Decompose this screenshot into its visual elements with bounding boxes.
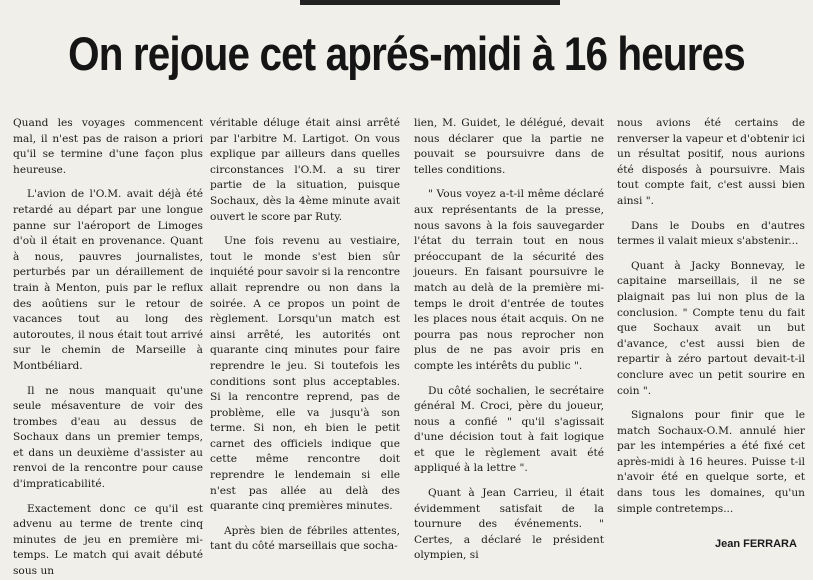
paragraph: L'avion de l'O.M. avait déjà été retardé au départ par une longue panne sur l'aéroport de Limoges d'où il était en provenance. Quant à nous, pauvres journalistes, perturbés par un déraillement de train à Menton, puis par le reflux des aoûtiens sur le retour de vacances tout au long des autoroutes, il nous était tout arrivé sur le chemin de Marseille à Montbéliard. — [13, 188, 203, 372]
paragraph: Une fois revenu au vestiaire, tout le monde s'est bien sûr inquiété pour savoir si la rencontre allait reprendre ou non dans la soirée. A ce propos un point de règlement. Lorsqu'un match est ainsi arrêté, les autorités ont quarante cinq minutes pour faire reprendre le jeu. Si toutefois les conditions sont plus acceptables. Si la rencontre reprend, pas de problème, elle va jusqu'à son terme. Si non, eh bien le petit carnet des officiels indique que cette même rencontre doit reprendre le lendemain si elle n'est pas allée au delà des quarante cinq premières minutes. — [210, 235, 400, 513]
paragraph: Il ne nous manquait qu'une seule mésaventure de voir des trombes d'eau au dessus de Sochaux dans un premier temps, et dans un deuxième d'assister au renvoi de la rencontre pour cause d'impraticabilité. — [13, 384, 203, 491]
paragraph: véritable déluge était ainsi arrêté par l'arbitre M. Lartigot. On vous explique par ailleurs dans quelles circonstances l'O.M. a su tirer partie de la situation, puisque Sochaux, dès la 4ème minute avait ouvert le score par Ruty. — [210, 117, 400, 223]
paragraph: Quant à Jacky Bonnevay, le capitaine marseillais, il ne se plaignait pas lui non plus de la conclusion. " Compte tenu du fait que Sochaux avait un but d'avance, c'est aussi bien de repartir à zéro partout devait-t-il conclure avec un petit sourire en coin ". — [617, 259, 805, 397]
paragraph: lien, M. Guidet, le délégué, devait nous déclarer que la partie ne pouvait se poursuivre dans de telles conditions. — [414, 117, 604, 176]
headline: On rejoue cet aprés-midi à 16 heures — [68, 27, 745, 80]
top-rule — [300, 0, 560, 5]
column-1 — [13, 116, 203, 578]
paragraph: " Vous voyez a-t-il même déclaré aux représentants de la presse, nous savons à la fois sauvegarder l'état du terrain tout en nous préoccupant de la sécurité des joueurs. En faisant poursuivre le match au delà de la première mi-temps le droit d'entrée de toutes les places nous était acquis. On ne pourra pas nous reprocher non plus de ne pas avoir pris en compte les intérêts du public ". — [414, 188, 604, 372]
paragraph: Exactement donc ce qu'il est advenu au terme de trente cinq minutes de jeu en première mi-temps. Le match qui avait débuté sous un — [13, 502, 203, 578]
paragraph: Quand les voyages commencent mal, il n'est pas de raison a priori qu'il se termine d'une façon plus heureuse. — [13, 117, 203, 176]
paragraph: Après bien de fébriles attentes, tant du côté marseillais que socha- — [210, 524, 400, 553]
paragraph: Quant à Jean Carrieu, il était évidemment satisfait de la tournure des événements. " Certes, a déclaré le président olympien, si — [414, 487, 604, 562]
paragraph: nous avions été certains de renverser la vapeur et d'obtenir ici un résultat positif, nous aurions été disposés à poursuivre. Mais tout compte fait, c'est aussi bien ainsi ". — [617, 117, 805, 207]
column-2 — [210, 116, 400, 566]
paragraph: Signalons pour finir que le match Sochaux-O.M. annulé hier par les intempéries a été fixé cet après-midi à 16 heures. Puisse t-il n'avoir été en quelque sorte, et dans tous les domaines, qu'un simple contretemps... — [617, 409, 805, 515]
byline: Jean FERRARA — [715, 538, 797, 550]
column-4 — [617, 116, 805, 566]
paragraph: Du côté sochalien, le secrétaire général M. Croci, père du joueur, nous a confié " qu'il s'agissait d'une décision tout à fait logique et que le règlement avait été appliqué à la lettre ". — [414, 384, 604, 475]
paragraph: Dans le Doubs en d'autres termes il valait mieux s'abstenir... — [617, 219, 805, 248]
column-3 — [414, 116, 604, 566]
